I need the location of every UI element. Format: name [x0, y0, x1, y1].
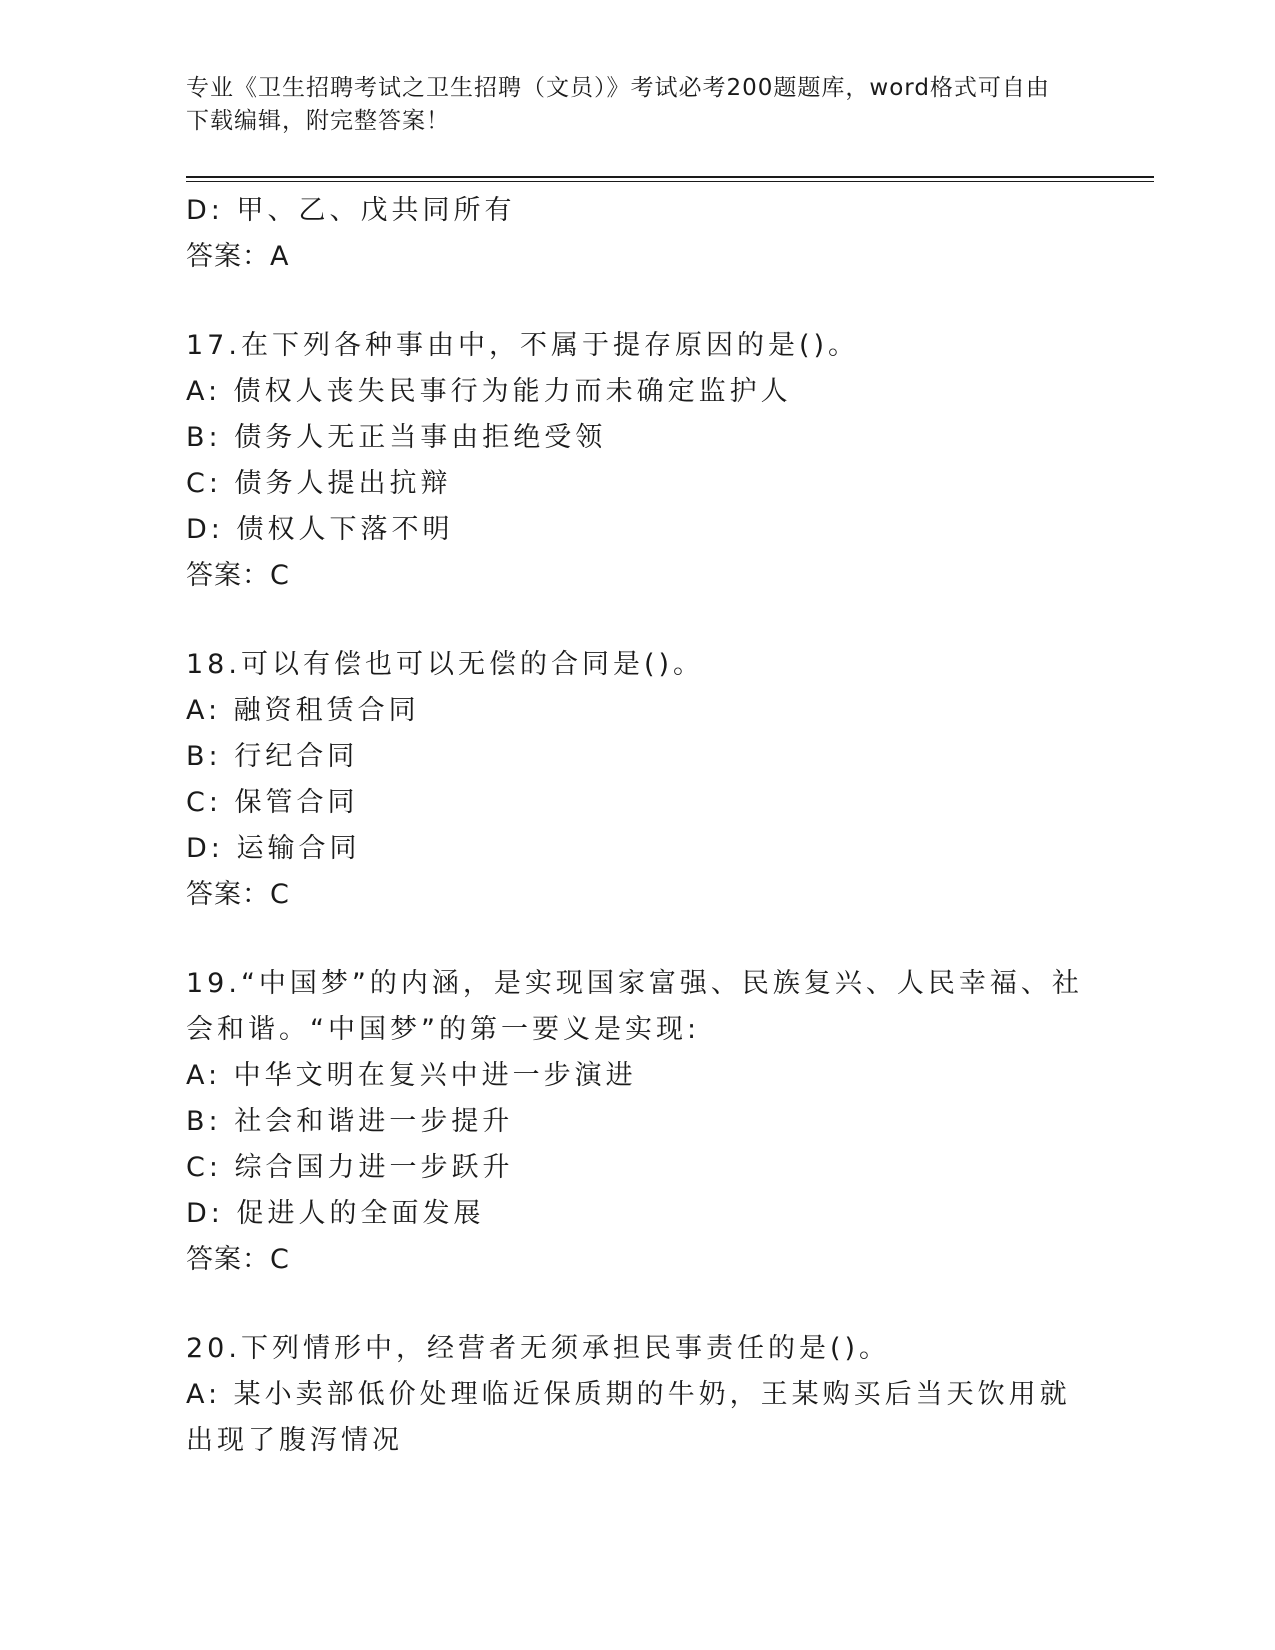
- option-a: A: 债权人丧失民事行为能力而未确定监护人: [186, 376, 792, 407]
- header-rule-thin: [186, 181, 1154, 182]
- question-19: [186, 961, 1086, 1283]
- spacer: [186, 1283, 1086, 1326]
- question-stem: 18.可以有偿也可以无偿的合同是()。: [186, 649, 705, 680]
- question-stem: 19.“中国梦”的内涵，是实现国家富强、民族复兴、人民幸福、社会和谐。“中国梦”的第一要义是实现:: [186, 968, 1083, 1045]
- question-stem: 20.下列情形中，经营者无须承担民事责任的是()。: [186, 1333, 891, 1364]
- answer: 答案：A: [186, 241, 290, 272]
- option-c: C: 债务人提出抗辩: [186, 468, 452, 499]
- option-b: B: 行纪合同: [186, 741, 359, 772]
- header-rule-thick: [186, 176, 1154, 178]
- option-a: A: 融资租赁合同: [186, 695, 420, 726]
- option-d: D: 甲、乙、戊共同所有: [186, 195, 516, 226]
- option-b: B: 债务人无正当事由拒绝受领: [186, 422, 607, 453]
- option-b: B: 社会和谐进一步提升: [186, 1106, 514, 1137]
- option-d: D: 债权人下落不明: [186, 514, 454, 545]
- spacer: [186, 280, 1086, 323]
- option-d: D: 运输合同: [186, 833, 361, 864]
- answer: 答案：C: [186, 560, 290, 591]
- question-18: [186, 642, 1086, 918]
- question-stem: 17.在下列各种事由中，不属于提存原因的是()。: [186, 330, 860, 361]
- option-a: A: 某小卖部低价处理临近保质期的牛奶，王某购买后当天饮用就出现了腹泻情况: [186, 1379, 1071, 1456]
- option-a: A: 中华文明在复兴中进一步演进: [186, 1060, 637, 1091]
- question-content: [186, 188, 1086, 1464]
- option-c: C: 综合国力进一步跃升: [186, 1152, 514, 1183]
- answer: 答案：C: [186, 879, 290, 910]
- spacer: [186, 918, 1086, 961]
- answer: 答案：C: [186, 1244, 290, 1275]
- question-17: [186, 323, 1086, 599]
- option-d: D: 促进人的全面发展: [186, 1198, 485, 1229]
- question-20: [186, 1326, 1086, 1464]
- spacer: [186, 599, 1086, 642]
- option-c: C: 保管合同: [186, 787, 359, 818]
- document-header: 专业《卫生招聘考试之卫生招聘（文员）》考试必考200题题库，word格式可自由下载编辑，附完整答案！: [186, 75, 1050, 134]
